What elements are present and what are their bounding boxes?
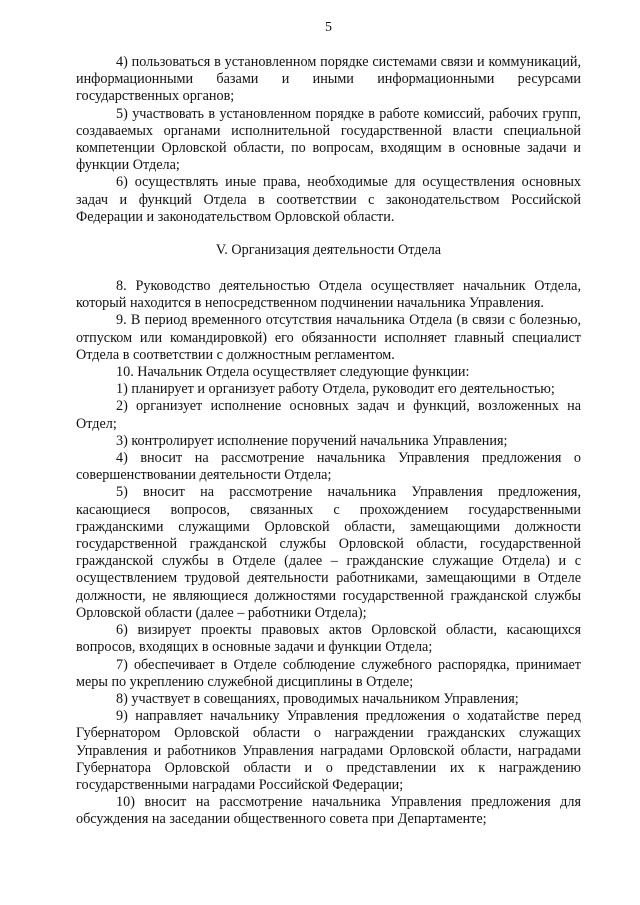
paragraph-right-4: 4) пользоваться в установленном порядке системами связи и коммуникаций, информационными базами и иными информационными ресурсами государственных органов;	[76, 54, 581, 105]
paragraph-function-1: 1) планирует и организует работу Отдела, руководит его деятельностью;	[116, 381, 555, 398]
paragraph-item-9: 9. В период временного отсутствия начальника Отдела (в связи с болезнью, отпуском или командировкой) его обязанности исполняет главный специалист Отдела в соответствии с должностным регламентом.	[76, 312, 581, 363]
paragraph-function-6: 6) визирует проекты правовых актов Орловской области, касающихся вопросов, входящих в основные задачи и функции Отдела;	[76, 622, 581, 656]
paragraph-function-10: 10) вносит на рассмотрение начальника Управления предложения для обсуждения на заседании общественного совета при Департаменте;	[76, 794, 581, 828]
paragraph-function-8: 8) участвует в совещаниях, проводимых начальником Управления;	[116, 690, 519, 707]
page-number: 5	[325, 20, 332, 35]
paragraph-item-8: 8. Руководство деятельностью Отдела осуществляет начальник Отдела, который находится в непосредственном подчинении начальника Управления.	[76, 278, 581, 312]
paragraph-item-10: 10. Начальник Отдела осуществляет следующие функции:	[116, 364, 470, 381]
paragraph-right-5: 5) участвовать в установленном порядке в работе комиссий, рабочих групп, создаваемых органами исполнительной государственной власти специальной компетенции Орловской области, по вопросам, входящим в основные задачи и функции Отдела;	[76, 105, 581, 174]
section-heading: V. Организация деятельности Отдела	[215, 242, 442, 259]
paragraph-function-2: 2) организует исполнение основных задач и функций, возложенных на Отдел;	[76, 398, 581, 432]
paragraph-function-9: 9) направляет начальнику Управления предложения о ходатайстве перед Губернатором Орловской области о награждении гражданских служащих Управления и работников Управления наградами Орловской области, наградами Губернатора Орловской области и о представлении их к награждению государственными наградами Российской Федерации;	[76, 708, 581, 793]
paragraph-function-5: 5) вносит на рассмотрение начальника Управления предложения, касающиеся вопросов, связанных с прохождением государственными гражданскими служащими Орловской области, замещающими должности государственной гражданской службы Орловской области, государственной гражданской службы в Отделе (далее – гражданские служащие Отдела) и с осуществлением трудовой деятельности работниками, замещающими в Отделе должности, не являющиеся должностями государственной гражданской службы Орловской области (далее – работники Отдела);	[76, 484, 581, 621]
paragraph-right-6: 6) осуществлять иные права, необходимые для осуществления основных задач и функций Отдела в соответствии с законодательством Российской Федерации и законодательством Орловской области.	[76, 174, 581, 225]
document-page	[76, 20, 581, 829]
paragraph-function-7: 7) обеспечивает в Отделе соблюдение служебного распорядка, принимает меры по укреплению служебной дисциплины в Отделе;	[76, 656, 581, 690]
paragraph-function-3: 3) контролирует исполнение поручений начальника Управления;	[116, 432, 508, 449]
paragraph-function-4: 4) вносит на рассмотрение начальника Управления предложения о совершенствовании деятельности Отдела;	[76, 450, 581, 484]
